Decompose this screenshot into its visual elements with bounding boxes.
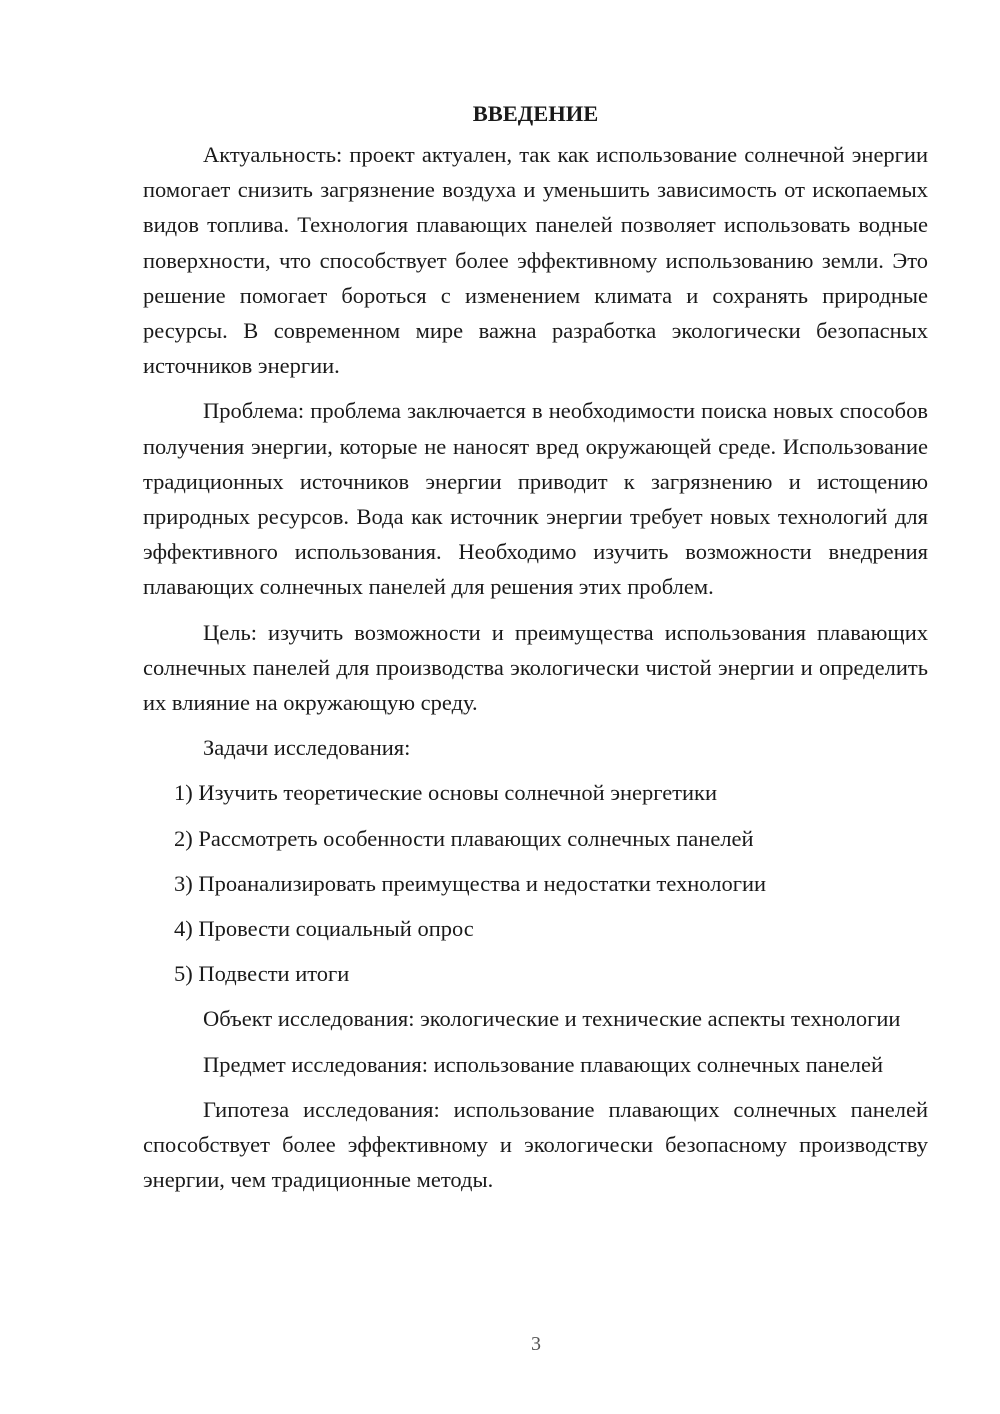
object-paragraph: Объект исследования: экологические и технические аспекты технологии	[203, 1006, 901, 1032]
task-item: 2) Рассмотреть особенности плавающих солнечных панелей	[174, 825, 754, 851]
hypothesis-paragraph: Гипотеза исследования: использование плавающих солнечных панелей способствует более эффективному и экологически безопасному производству энергии, чем традиционные методы.	[143, 1096, 928, 1193]
problem-paragraph: Проблема: проблема заключается в необходимости поиска новых способов получения энергии, которые не наносят вред окружающей среде. Использование традиционных источников энергии приводит к загрязнению и истощению природных ресурсов. Вода как источник энергии требует новых технологий для эффективного использования. Необходимо изучить возможности внедрения плавающих солнечных панелей для решения этих проблем.	[143, 398, 928, 600]
relevance-paragraph: Актуальность: проект актуален, так как использование солнечной энергии помогает снизить загрязнение воздуха и уменьшить зависимость от ископаемых видов топлива. Технология плавающих панелей позволяет использовать водные поверхности, что способствует более эффективному использованию земли. Это решение помогает бороться с изменением климата и сохранять природные ресурсы. В современном мире важна разработка экологически безопасных источников энергии.	[143, 142, 928, 379]
task-item: 1) Изучить теоретические основы солнечной энергетики	[174, 780, 718, 806]
page-title: ВВЕДЕНИЕ	[472, 101, 599, 126]
task-item: 4) Провести социальный опрос	[174, 916, 474, 942]
task-item: 5) Подвести итоги	[174, 961, 350, 987]
goal-paragraph: Цель: изучить возможности и преимущества использования плавающих солнечных панелей для производства экологически чистой энергии и определить их влияние на окружающую среду.	[143, 619, 928, 716]
tasks-list	[143, 775, 928, 991]
subject-paragraph: Предмет исследования: использование плавающих солнечных панелей	[203, 1051, 884, 1077]
tasks-heading: Задачи исследования:	[203, 735, 411, 761]
page-number: 3	[531, 1333, 541, 1355]
page-content	[143, 96, 928, 1207]
task-item: 3) Проанализировать преимущества и недостатки технологии	[174, 870, 767, 896]
